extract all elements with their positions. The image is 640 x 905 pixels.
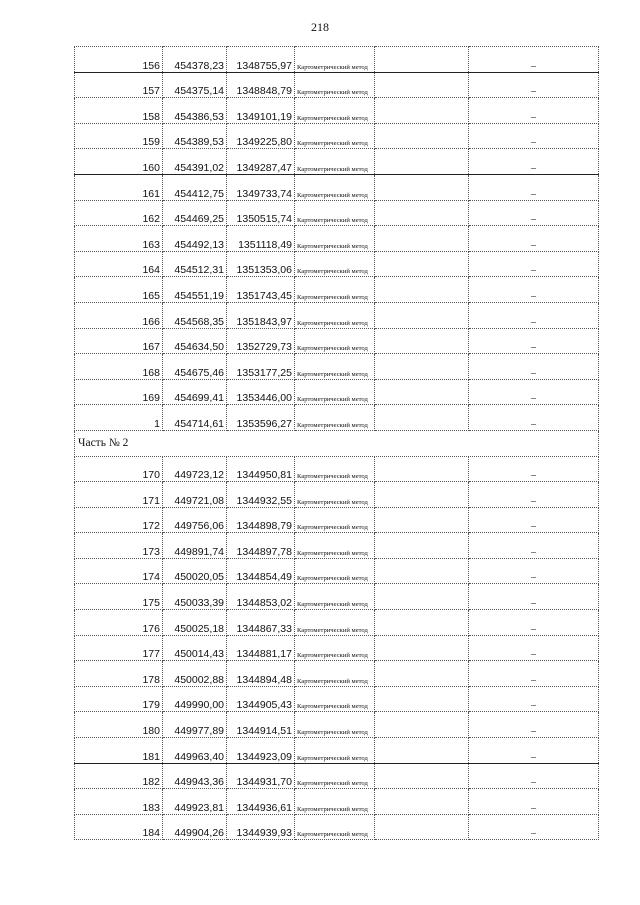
point-number: 170 <box>75 456 163 482</box>
coordinate-y: 1344881,17 <box>227 635 295 661</box>
empty-cell <box>375 123 469 149</box>
empty-cell <box>375 149 469 175</box>
coordinate-y: 1344894,48 <box>227 661 295 687</box>
method-cell: Картометрический метод <box>295 328 375 354</box>
coordinate-x: 449923,81 <box>163 789 227 815</box>
method-cell: Картометрический метод <box>295 123 375 149</box>
dash-cell: – <box>469 584 599 610</box>
coordinate-y: 1353177,25 <box>227 354 295 380</box>
point-number: 158 <box>75 98 163 124</box>
table-row <box>75 482 599 508</box>
table-row <box>75 686 599 712</box>
table-row <box>75 763 599 789</box>
point-number: 163 <box>75 226 163 252</box>
coordinate-y: 1348848,79 <box>227 72 295 98</box>
coordinate-y: 1349287,47 <box>227 149 295 175</box>
method-cell: Картометрический метод <box>295 72 375 98</box>
coordinate-y: 1344854,49 <box>227 558 295 584</box>
method-cell: Картометрический метод <box>295 738 375 764</box>
table-row <box>75 226 599 252</box>
dash-cell: – <box>469 251 599 277</box>
dash-cell: – <box>469 302 599 328</box>
coordinate-x: 454386,53 <box>163 98 227 124</box>
coordinate-x: 449904,26 <box>163 814 227 840</box>
method-cell: Картометрический метод <box>295 763 375 789</box>
method-cell: Картометрический метод <box>295 405 375 431</box>
dash-cell: – <box>469 328 599 354</box>
table-row <box>75 738 599 764</box>
point-number: 156 <box>75 47 163 73</box>
coordinate-y: 1344923,09 <box>227 738 295 764</box>
table-row <box>75 584 599 610</box>
empty-cell <box>375 686 469 712</box>
coordinate-x: 449963,40 <box>163 738 227 764</box>
method-cell: Картометрический метод <box>295 200 375 226</box>
point-number: 166 <box>75 302 163 328</box>
coordinate-x: 449756,06 <box>163 507 227 533</box>
dash-cell: – <box>469 610 599 636</box>
coordinate-y: 1349733,74 <box>227 174 295 200</box>
method-cell: Картометрический метод <box>295 661 375 687</box>
empty-cell <box>375 763 469 789</box>
table-row <box>75 47 599 73</box>
coordinate-y: 1351843,97 <box>227 302 295 328</box>
coordinate-y: 1344932,55 <box>227 482 295 508</box>
coordinate-y: 1349225,80 <box>227 123 295 149</box>
coordinate-x: 450025,18 <box>163 610 227 636</box>
table-row <box>75 533 599 559</box>
table-row <box>75 200 599 226</box>
method-cell: Картометрический метод <box>295 635 375 661</box>
coordinate-y: 1344950,81 <box>227 456 295 482</box>
table-row <box>75 123 599 149</box>
coordinate-x: 454389,53 <box>163 123 227 149</box>
coordinate-y: 1348755,97 <box>227 47 295 73</box>
dash-cell: – <box>469 379 599 405</box>
section-row <box>75 430 599 456</box>
table-row <box>75 635 599 661</box>
coordinate-y: 1351743,45 <box>227 277 295 303</box>
dash-cell: – <box>469 482 599 508</box>
coordinate-x: 454378,23 <box>163 47 227 73</box>
coordinate-y: 1353596,27 <box>227 405 295 431</box>
empty-cell <box>375 200 469 226</box>
table-row <box>75 507 599 533</box>
point-number: 168 <box>75 354 163 380</box>
empty-cell <box>375 635 469 661</box>
table-row <box>75 328 599 354</box>
coordinates-table-body <box>75 47 599 840</box>
coordinate-x: 454492,13 <box>163 226 227 252</box>
point-number: 164 <box>75 251 163 277</box>
coordinate-x: 454699,41 <box>163 379 227 405</box>
dash-cell: – <box>469 200 599 226</box>
coordinate-x: 450033,39 <box>163 584 227 610</box>
empty-cell <box>375 558 469 584</box>
section-title: Часть № 2 <box>75 430 599 456</box>
dash-cell: – <box>469 661 599 687</box>
coordinate-x: 454551,19 <box>163 277 227 303</box>
empty-cell <box>375 379 469 405</box>
method-cell: Картометрический метод <box>295 302 375 328</box>
empty-cell <box>375 226 469 252</box>
table-row <box>75 354 599 380</box>
empty-cell <box>375 354 469 380</box>
empty-cell <box>375 405 469 431</box>
point-number: 169 <box>75 379 163 405</box>
method-cell: Картометрический метод <box>295 507 375 533</box>
method-cell: Картометрический метод <box>295 610 375 636</box>
coordinate-y: 1350515,74 <box>227 200 295 226</box>
coordinate-x: 450014,43 <box>163 635 227 661</box>
point-number: 157 <box>75 72 163 98</box>
empty-cell <box>375 328 469 354</box>
coordinate-y: 1344905,43 <box>227 686 295 712</box>
coordinate-x: 450002,88 <box>163 661 227 687</box>
empty-cell <box>375 712 469 738</box>
method-cell: Картометрический метод <box>295 354 375 380</box>
coordinate-x: 449977,89 <box>163 712 227 738</box>
point-number: 167 <box>75 328 163 354</box>
coordinate-y: 1351353,06 <box>227 251 295 277</box>
point-number: 172 <box>75 507 163 533</box>
coordinate-y: 1344867,33 <box>227 610 295 636</box>
empty-cell <box>375 789 469 815</box>
point-number: 177 <box>75 635 163 661</box>
coordinate-x: 449723,12 <box>163 456 227 482</box>
empty-cell <box>375 738 469 764</box>
dash-cell: – <box>469 72 599 98</box>
method-cell: Картометрический метод <box>295 98 375 124</box>
coordinate-y: 1344897,78 <box>227 533 295 559</box>
point-number: 165 <box>75 277 163 303</box>
dash-cell: – <box>469 226 599 252</box>
coordinate-x: 454634,50 <box>163 328 227 354</box>
table-row <box>75 98 599 124</box>
empty-cell <box>375 98 469 124</box>
coordinate-y: 1344914,51 <box>227 712 295 738</box>
dash-cell: – <box>469 789 599 815</box>
coordinate-y: 1349101,19 <box>227 98 295 124</box>
table-row <box>75 379 599 405</box>
point-number: 179 <box>75 686 163 712</box>
dash-cell: – <box>469 98 599 124</box>
empty-cell <box>375 584 469 610</box>
coordinate-x: 449943,36 <box>163 763 227 789</box>
dash-cell: – <box>469 174 599 200</box>
table-row <box>75 610 599 636</box>
coordinate-x: 454469,25 <box>163 200 227 226</box>
empty-cell <box>375 72 469 98</box>
table-row <box>75 712 599 738</box>
point-number: 178 <box>75 661 163 687</box>
empty-cell <box>375 174 469 200</box>
coordinate-x: 454568,35 <box>163 302 227 328</box>
empty-cell <box>375 456 469 482</box>
coordinate-x: 454412,75 <box>163 174 227 200</box>
dash-cell: – <box>469 738 599 764</box>
method-cell: Картометрический метод <box>295 789 375 815</box>
method-cell: Картометрический метод <box>295 379 375 405</box>
dash-cell: – <box>469 635 599 661</box>
dash-cell: – <box>469 456 599 482</box>
method-cell: Картометрический метод <box>295 47 375 73</box>
table-row <box>75 405 599 431</box>
empty-cell <box>375 661 469 687</box>
table-row <box>75 277 599 303</box>
table-row <box>75 558 599 584</box>
table-row <box>75 456 599 482</box>
empty-cell <box>375 533 469 559</box>
dash-cell: – <box>469 686 599 712</box>
coordinate-y: 1344939,93 <box>227 814 295 840</box>
dash-cell: – <box>469 558 599 584</box>
point-number: 161 <box>75 174 163 200</box>
dash-cell: – <box>469 507 599 533</box>
method-cell: Картометрический метод <box>295 149 375 175</box>
method-cell: Картометрический метод <box>295 686 375 712</box>
coordinate-y: 1344931,70 <box>227 763 295 789</box>
dash-cell: – <box>469 533 599 559</box>
dash-cell: – <box>469 814 599 840</box>
coordinate-y: 1353446,00 <box>227 379 295 405</box>
coordinate-x: 454512,31 <box>163 251 227 277</box>
point-number: 160 <box>75 149 163 175</box>
method-cell: Картометрический метод <box>295 456 375 482</box>
method-cell: Картометрический метод <box>295 533 375 559</box>
point-number: 159 <box>75 123 163 149</box>
point-number: 176 <box>75 610 163 636</box>
point-number: 1 <box>75 405 163 431</box>
table-row <box>75 302 599 328</box>
dash-cell: – <box>469 123 599 149</box>
empty-cell <box>375 47 469 73</box>
point-number: 183 <box>75 789 163 815</box>
coordinate-y: 1351118,49 <box>227 226 295 252</box>
point-number: 174 <box>75 558 163 584</box>
method-cell: Картометрический метод <box>295 558 375 584</box>
dash-cell: – <box>469 354 599 380</box>
method-cell: Картометрический метод <box>295 814 375 840</box>
dash-cell: – <box>469 763 599 789</box>
coordinate-y: 1344898,79 <box>227 507 295 533</box>
coordinate-y: 1344853,02 <box>227 584 295 610</box>
coordinate-y: 1352729,73 <box>227 328 295 354</box>
point-number: 173 <box>75 533 163 559</box>
dash-cell: – <box>469 712 599 738</box>
coordinate-x: 449891,74 <box>163 533 227 559</box>
coordinates-table <box>74 46 599 840</box>
method-cell: Картометрический метод <box>295 712 375 738</box>
table-row <box>75 72 599 98</box>
table-row <box>75 661 599 687</box>
coordinate-x: 450020,05 <box>163 558 227 584</box>
method-cell: Картометрический метод <box>295 277 375 303</box>
empty-cell <box>375 814 469 840</box>
empty-cell <box>375 302 469 328</box>
point-number: 182 <box>75 763 163 789</box>
dash-cell: – <box>469 149 599 175</box>
method-cell: Картометрический метод <box>295 226 375 252</box>
table-row <box>75 174 599 200</box>
point-number: 181 <box>75 738 163 764</box>
method-cell: Картометрический метод <box>295 584 375 610</box>
coordinate-x: 454714,61 <box>163 405 227 431</box>
coordinate-x: 454375,14 <box>163 72 227 98</box>
empty-cell <box>375 277 469 303</box>
point-number: 180 <box>75 712 163 738</box>
coordinate-y: 1344936,61 <box>227 789 295 815</box>
dash-cell: – <box>469 277 599 303</box>
point-number: 171 <box>75 482 163 508</box>
page-number: 218 <box>311 20 329 34</box>
empty-cell <box>375 507 469 533</box>
point-number: 162 <box>75 200 163 226</box>
table-row <box>75 149 599 175</box>
coordinate-x: 449990,00 <box>163 686 227 712</box>
method-cell: Картометрический метод <box>295 174 375 200</box>
dash-cell: – <box>469 47 599 73</box>
point-number: 175 <box>75 584 163 610</box>
table-row <box>75 789 599 815</box>
method-cell: Картометрический метод <box>295 482 375 508</box>
table-row <box>75 251 599 277</box>
empty-cell <box>375 482 469 508</box>
coordinate-x: 454391,02 <box>163 149 227 175</box>
table-row <box>75 814 599 840</box>
empty-cell <box>375 251 469 277</box>
coordinate-x: 454675,46 <box>163 354 227 380</box>
dash-cell: – <box>469 405 599 431</box>
coordinate-x: 449721,08 <box>163 482 227 508</box>
method-cell: Картометрический метод <box>295 251 375 277</box>
point-number: 184 <box>75 814 163 840</box>
empty-cell <box>375 610 469 636</box>
